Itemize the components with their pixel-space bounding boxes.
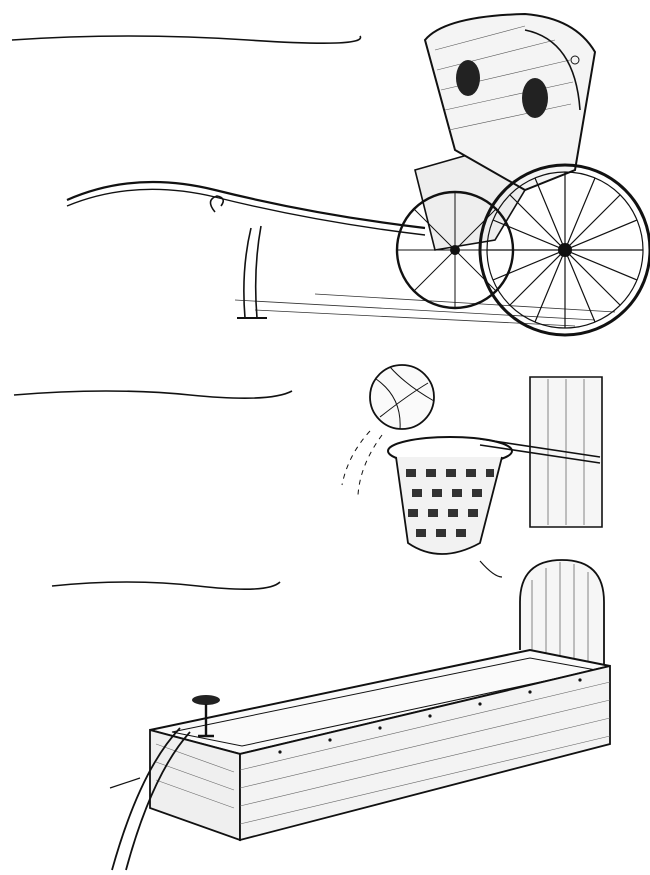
heading-baby-carriage — [10, 6, 16, 24]
heading-basketball — [8, 359, 14, 377]
heading-underline — [10, 383, 300, 403]
section-baby-carriage — [0, 0, 650, 345]
bathtub-illustration — [0, 540, 640, 870]
baby-carriage-illustration — [55, 0, 650, 330]
section-bathtub — [0, 540, 650, 875]
section-basketball — [0, 345, 650, 540]
